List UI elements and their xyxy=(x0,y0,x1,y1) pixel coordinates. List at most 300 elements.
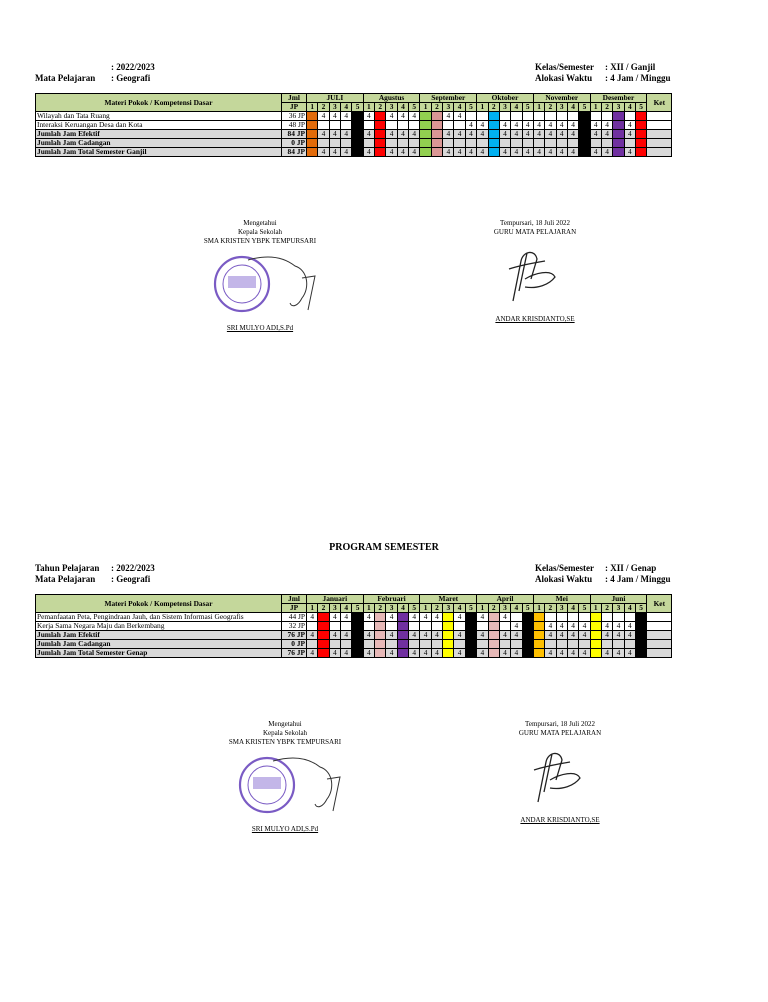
week-cell xyxy=(635,139,646,148)
week-cell xyxy=(341,640,352,649)
week-cell xyxy=(363,139,374,148)
week-cell: 4 xyxy=(567,631,578,640)
week-cell: 4 xyxy=(624,148,635,157)
week-cell: 4 xyxy=(533,130,544,139)
kelas-value: : XII / Genap xyxy=(605,563,657,573)
week-cell xyxy=(443,121,454,130)
week-cell: 4 xyxy=(454,112,465,121)
week-cell xyxy=(375,148,386,157)
week-cell xyxy=(613,121,624,130)
header-week: 4 xyxy=(511,103,522,112)
kelas-value: : XII / Ganjil xyxy=(605,62,656,72)
week-cell xyxy=(420,139,431,148)
week-cell: 4 xyxy=(477,130,488,139)
week-cell xyxy=(533,112,544,121)
alokasi-value: : 4 Jam / Minggu xyxy=(605,574,671,584)
week-cell xyxy=(601,613,612,622)
week-cell xyxy=(579,148,590,157)
week-cell xyxy=(307,112,318,121)
school-stamp-icon xyxy=(190,248,330,320)
week-cell xyxy=(511,640,522,649)
week-cell xyxy=(420,148,431,157)
sign-right-line2: GURU MATA PELAJARAN xyxy=(493,228,577,236)
week-cell: 4 xyxy=(613,649,624,658)
header-week: 5 xyxy=(409,604,420,613)
section-title: PROGRAM SEMESTER xyxy=(329,542,439,553)
week-cell xyxy=(352,112,363,121)
week-cell: 4 xyxy=(499,121,510,130)
week-cell: 4 xyxy=(590,130,601,139)
week-cell: 4 xyxy=(590,148,601,157)
week-cell: 4 xyxy=(533,121,544,130)
week-cell xyxy=(635,148,646,157)
header-week: 3 xyxy=(556,604,567,613)
week-cell xyxy=(341,139,352,148)
week-cell xyxy=(420,640,431,649)
week-cell: 4 xyxy=(567,622,578,631)
row-ket xyxy=(647,148,672,157)
row-ket xyxy=(647,649,672,658)
week-cell xyxy=(329,622,340,631)
week-cell: 4 xyxy=(363,130,374,139)
week-cell xyxy=(533,622,544,631)
week-cell xyxy=(533,613,544,622)
mapel-label: Mata Pelajaran xyxy=(35,574,96,584)
week-cell: 4 xyxy=(511,649,522,658)
signature-right xyxy=(460,219,610,324)
week-cell xyxy=(375,631,386,640)
week-cell: 4 xyxy=(420,631,431,640)
week-cell xyxy=(386,640,397,649)
week-cell xyxy=(352,148,363,157)
week-cell: 4 xyxy=(545,622,556,631)
week-cell xyxy=(375,640,386,649)
sign-left-line2: Kepala Sekolah xyxy=(237,228,283,236)
week-cell xyxy=(307,139,318,148)
week-cell xyxy=(443,631,454,640)
header-materi: Materi Pokok / Kompetensi Dasar xyxy=(36,94,282,112)
week-cell: 4 xyxy=(556,148,567,157)
week-cell: 4 xyxy=(477,649,488,658)
week-cell xyxy=(352,622,363,631)
week-cell: 4 xyxy=(613,631,624,640)
week-cell xyxy=(499,112,510,121)
week-cell: 4 xyxy=(307,631,318,640)
week-cell: 4 xyxy=(454,148,465,157)
week-cell xyxy=(488,622,499,631)
row-label: Jumlah Jam Total Semester Ganjil xyxy=(36,148,282,157)
week-cell: 4 xyxy=(307,613,318,622)
week-cell xyxy=(488,139,499,148)
week-cell: 4 xyxy=(477,631,488,640)
week-cell xyxy=(397,622,408,631)
week-cell xyxy=(443,622,454,631)
week-cell xyxy=(375,649,386,658)
week-cell: 4 xyxy=(454,130,465,139)
sign-left-line2: Kepala Sekolah xyxy=(262,729,308,737)
week-cell: 4 xyxy=(522,121,533,130)
week-cell: 4 xyxy=(443,112,454,121)
header-week: 1 xyxy=(363,103,374,112)
header-week: 3 xyxy=(329,103,340,112)
week-cell xyxy=(545,640,556,649)
week-cell: 4 xyxy=(397,112,408,121)
row-jp: 84 JP xyxy=(282,130,307,139)
week-cell xyxy=(635,130,646,139)
sign-right-name: ANDAR KRISDIANTO,SE xyxy=(495,315,575,323)
week-cell xyxy=(329,121,340,130)
week-cell xyxy=(533,139,544,148)
schedule-table xyxy=(35,594,672,658)
week-cell xyxy=(556,112,567,121)
header-week: 3 xyxy=(499,103,510,112)
week-cell xyxy=(397,649,408,658)
week-cell: 4 xyxy=(567,130,578,139)
week-cell xyxy=(443,613,454,622)
header-week: 4 xyxy=(454,103,465,112)
header-right xyxy=(535,563,671,585)
week-cell xyxy=(511,139,522,148)
week-cell xyxy=(579,112,590,121)
week-cell xyxy=(545,112,556,121)
header-month: Maret xyxy=(420,595,477,604)
week-cell xyxy=(522,631,533,640)
week-cell: 4 xyxy=(329,148,340,157)
week-cell xyxy=(567,139,578,148)
week-cell xyxy=(318,613,329,622)
week-cell xyxy=(352,121,363,130)
week-cell xyxy=(511,613,522,622)
week-cell xyxy=(545,139,556,148)
week-cell: 4 xyxy=(397,148,408,157)
week-cell xyxy=(409,622,420,631)
header-week: 1 xyxy=(307,604,318,613)
week-cell xyxy=(590,613,601,622)
week-cell xyxy=(613,112,624,121)
week-cell: 4 xyxy=(613,622,624,631)
header-week: 4 xyxy=(567,604,578,613)
week-cell xyxy=(613,613,624,622)
week-cell: 4 xyxy=(522,130,533,139)
sign-right-line1: Tempursari, 18 Juli 2022 xyxy=(500,219,570,227)
week-cell: 4 xyxy=(567,649,578,658)
week-cell xyxy=(363,622,374,631)
header-week: 2 xyxy=(375,103,386,112)
week-cell: 4 xyxy=(545,121,556,130)
week-cell xyxy=(397,121,408,130)
week-cell: 4 xyxy=(545,631,556,640)
alokasi-label: Alokasi Waktu xyxy=(535,73,593,83)
week-cell xyxy=(352,139,363,148)
week-cell xyxy=(601,640,612,649)
header-week: 3 xyxy=(499,604,510,613)
week-cell: 4 xyxy=(477,148,488,157)
row-label: Jumlah Jam Total Semester Genap xyxy=(36,649,282,658)
week-cell xyxy=(307,640,318,649)
header-week: 5 xyxy=(352,103,363,112)
week-cell: 4 xyxy=(499,649,510,658)
week-cell xyxy=(397,613,408,622)
row-ket xyxy=(647,139,672,148)
week-cell xyxy=(635,613,646,622)
week-cell xyxy=(522,640,533,649)
week-cell xyxy=(556,640,567,649)
week-cell: 4 xyxy=(307,649,318,658)
week-cell xyxy=(488,130,499,139)
week-cell: 4 xyxy=(454,649,465,658)
header-week: 4 xyxy=(511,604,522,613)
week-cell xyxy=(318,139,329,148)
week-cell xyxy=(431,640,442,649)
week-cell: 4 xyxy=(522,148,533,157)
table-row xyxy=(36,112,672,121)
header-week: 5 xyxy=(522,103,533,112)
mapel-label: Mata Pelajaran xyxy=(35,73,96,83)
week-cell: 4 xyxy=(318,130,329,139)
week-cell xyxy=(477,139,488,148)
week-cell xyxy=(352,649,363,658)
row-jp: 84 JP xyxy=(282,148,307,157)
week-cell xyxy=(522,622,533,631)
week-cell xyxy=(397,631,408,640)
week-cell xyxy=(375,112,386,121)
week-cell: 4 xyxy=(511,631,522,640)
header-right xyxy=(535,62,671,84)
week-cell: 4 xyxy=(386,649,397,658)
week-cell xyxy=(613,139,624,148)
header-week: 4 xyxy=(341,103,352,112)
week-cell xyxy=(465,613,476,622)
week-cell: 4 xyxy=(431,631,442,640)
week-cell xyxy=(375,121,386,130)
week-cell: 4 xyxy=(499,631,510,640)
week-cell: 4 xyxy=(590,121,601,130)
sign-left-line3: SMA KRISTEN YBPK TEMPURSARI xyxy=(228,738,342,746)
week-cell xyxy=(579,613,590,622)
week-cell xyxy=(624,613,635,622)
week-cell xyxy=(386,139,397,148)
sign-left-line1: Mengetahui xyxy=(268,720,302,728)
week-cell xyxy=(431,112,442,121)
week-cell: 4 xyxy=(409,112,420,121)
week-cell xyxy=(511,112,522,121)
week-cell: 4 xyxy=(386,613,397,622)
week-cell xyxy=(465,622,476,631)
row-ket xyxy=(647,121,672,130)
week-cell: 4 xyxy=(363,112,374,121)
week-cell: 4 xyxy=(431,613,442,622)
week-cell xyxy=(590,649,601,658)
week-cell xyxy=(386,121,397,130)
week-cell: 4 xyxy=(579,631,590,640)
week-cell xyxy=(454,139,465,148)
header-week: 1 xyxy=(307,103,318,112)
header-week: 3 xyxy=(556,103,567,112)
row-jp: 0 JP xyxy=(282,139,307,148)
sign-right-name: ANDAR KRISDIANTO,SE xyxy=(520,816,600,824)
row-label: Jumlah Jam Efektif xyxy=(36,631,282,640)
week-cell: 4 xyxy=(477,613,488,622)
header-week: 3 xyxy=(329,604,340,613)
table-row xyxy=(36,622,672,631)
week-cell: 4 xyxy=(397,130,408,139)
week-cell xyxy=(488,121,499,130)
week-cell: 4 xyxy=(465,121,476,130)
week-cell xyxy=(613,130,624,139)
header-week: 2 xyxy=(545,103,556,112)
week-cell xyxy=(522,649,533,658)
mapel-value: : Geografi xyxy=(111,73,151,83)
header-week: 2 xyxy=(545,604,556,613)
header-week: 2 xyxy=(318,103,329,112)
tahun-label: Tahun Pelajaran xyxy=(35,563,100,573)
header-week: 5 xyxy=(635,604,646,613)
school-stamp-icon xyxy=(215,749,355,821)
week-cell xyxy=(443,139,454,148)
week-cell xyxy=(590,139,601,148)
header-jp: JP xyxy=(282,103,307,112)
week-cell: 4 xyxy=(624,622,635,631)
week-cell: 4 xyxy=(567,148,578,157)
week-cell xyxy=(409,139,420,148)
week-cell xyxy=(613,640,624,649)
week-cell: 4 xyxy=(386,112,397,121)
header-week: 4 xyxy=(397,604,408,613)
week-cell: 4 xyxy=(511,148,522,157)
week-cell xyxy=(307,148,318,157)
week-cell xyxy=(420,130,431,139)
week-cell xyxy=(579,121,590,130)
week-cell xyxy=(318,622,329,631)
week-cell: 4 xyxy=(409,130,420,139)
header-week: 4 xyxy=(397,103,408,112)
week-cell: 4 xyxy=(363,649,374,658)
week-cell xyxy=(556,139,567,148)
header-week: 5 xyxy=(465,604,476,613)
week-cell xyxy=(590,631,601,640)
week-cell: 4 xyxy=(443,130,454,139)
header-week: 3 xyxy=(386,604,397,613)
week-cell xyxy=(454,622,465,631)
row-jp: 48 JP xyxy=(282,121,307,130)
header-week: 1 xyxy=(420,604,431,613)
week-cell xyxy=(601,112,612,121)
week-cell: 4 xyxy=(511,622,522,631)
header-week: 3 xyxy=(613,604,624,613)
week-cell xyxy=(352,640,363,649)
row-ket xyxy=(647,631,672,640)
week-cell xyxy=(533,631,544,640)
header-week: 4 xyxy=(341,604,352,613)
week-cell: 4 xyxy=(443,148,454,157)
sign-left-name: SRI MULYO ADI,S.Pd xyxy=(226,324,294,332)
week-cell: 4 xyxy=(318,148,329,157)
week-cell: 4 xyxy=(386,148,397,157)
sign-right-line2: GURU MATA PELAJARAN xyxy=(518,729,602,737)
week-cell: 4 xyxy=(556,631,567,640)
week-cell: 4 xyxy=(329,649,340,658)
week-cell: 4 xyxy=(511,121,522,130)
week-cell xyxy=(488,112,499,121)
alokasi-value: : 4 Jam / Minggu xyxy=(605,73,671,83)
week-cell: 4 xyxy=(363,148,374,157)
week-cell xyxy=(443,640,454,649)
week-cell xyxy=(454,640,465,649)
week-cell: 4 xyxy=(499,130,510,139)
header-week: 5 xyxy=(579,103,590,112)
header-week: 5 xyxy=(352,604,363,613)
row-jp: 76 JP xyxy=(282,649,307,658)
week-cell xyxy=(533,649,544,658)
week-cell xyxy=(522,112,533,121)
header-week: 5 xyxy=(635,103,646,112)
week-cell xyxy=(341,622,352,631)
week-cell: 4 xyxy=(533,148,544,157)
table-row xyxy=(36,121,672,130)
header-week: 2 xyxy=(375,604,386,613)
row-label: Wilayah dan Tata Ruang xyxy=(36,112,282,121)
row-ket xyxy=(647,130,672,139)
header-week: 2 xyxy=(431,103,442,112)
week-cell: 4 xyxy=(499,148,510,157)
kelas-label: Kelas/Semester xyxy=(535,563,594,573)
week-cell xyxy=(522,139,533,148)
week-cell: 4 xyxy=(409,148,420,157)
week-cell xyxy=(363,640,374,649)
mapel-value: : Geografi xyxy=(111,574,151,584)
header-ket: Ket xyxy=(647,94,672,112)
week-cell xyxy=(635,640,646,649)
week-cell xyxy=(443,649,454,658)
week-cell: 4 xyxy=(545,148,556,157)
week-cell xyxy=(590,622,601,631)
header-ket: Ket xyxy=(647,595,672,613)
row-jp: 0 JP xyxy=(282,640,307,649)
week-cell: 4 xyxy=(341,148,352,157)
week-cell xyxy=(477,622,488,631)
row-ket xyxy=(647,640,672,649)
row-label: Interaksi Keruangan Desa dan Kota xyxy=(36,121,282,130)
week-cell xyxy=(579,130,590,139)
week-cell xyxy=(499,640,510,649)
header-month: November xyxy=(533,94,590,103)
header-week: 4 xyxy=(624,604,635,613)
week-cell: 4 xyxy=(409,613,420,622)
week-cell xyxy=(420,121,431,130)
week-cell xyxy=(567,640,578,649)
week-cell: 4 xyxy=(341,112,352,121)
week-cell: 4 xyxy=(601,631,612,640)
week-cell xyxy=(318,631,329,640)
week-cell xyxy=(352,130,363,139)
row-label: Jumlah Jam Efektif xyxy=(36,130,282,139)
week-cell: 4 xyxy=(579,649,590,658)
week-cell xyxy=(635,649,646,658)
table-row xyxy=(36,139,672,148)
header-month: Juni xyxy=(590,595,647,604)
week-cell: 4 xyxy=(545,649,556,658)
week-cell xyxy=(545,613,556,622)
week-cell xyxy=(635,112,646,121)
tahun-value: : 2022/2023 xyxy=(111,563,155,573)
week-cell xyxy=(420,622,431,631)
row-label: Pemanfaatan Peta, Pengindraan Jauh, dan Sistem Informasi Geografis xyxy=(36,613,282,622)
header-jp: JP xyxy=(282,604,307,613)
header-week: 5 xyxy=(465,103,476,112)
header-month: Februari xyxy=(363,595,420,604)
week-cell xyxy=(635,121,646,130)
header-week: 5 xyxy=(409,103,420,112)
